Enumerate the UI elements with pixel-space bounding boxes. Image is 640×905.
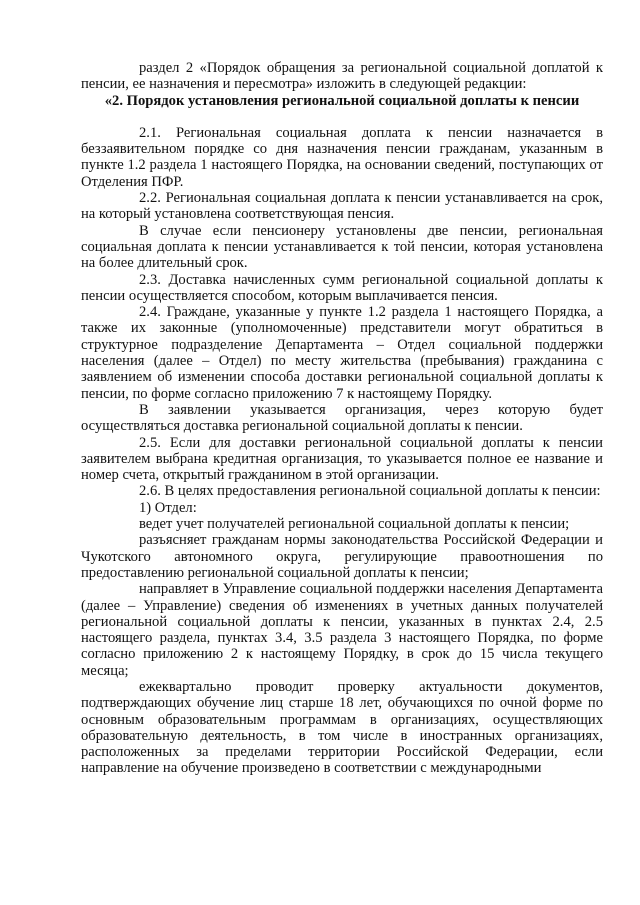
section-heading: «2. Порядок установления региональной социальной доплаты к пенсии bbox=[104, 92, 580, 109]
intro-paragraph: раздел 2 «Порядок обращения за региональной социальной доплатой к пенсии, ее назначения и пересмотра» изложить в следующей редакции: bbox=[81, 60, 603, 93]
paragraph-sends: направляет в Управление социальной поддержки населения Департамента (далее – Управление) сведения об изменениях в учетных данных получателей региональной социальной доплаты к пенсии, указанных в пунктах 2.4, 2.5 настоящего раздела, пунктах 3.4, 3.5 раздела 3 настоящего Порядка, по форме согласно приложению 2 к настоящему Порядку, в срок до 15 числа текущего месяца; bbox=[81, 581, 603, 679]
paragraph-2-3: 2.3. Доставка начисленных сумм региональной социальной доплаты к пенсии осуществляется способом, которым выплачивается пенсия. bbox=[81, 271, 603, 304]
paragraph-2-4: 2.4. Граждане, указанные у пункте 1.2 раздела 1 настоящего Порядка, а также их законные (уполномоченные) представители могут обратиться в структурное подразделение Департамента – Отдел социальной поддержки населения (далее – Отдел) по месту жительства (пребывания) гражданина с заявлением об изменении способа доставки региональной социальной доплаты к пенсии, по форме согласно приложению 7 к настоящему Порядку. bbox=[81, 304, 603, 402]
paragraph-explains: разъясняет гражданам нормы законодательства Российской Федерации и Чукотского автономного округа, регулирующие правоотношения по предоставлению региональной социальной доплаты к пенсии; bbox=[81, 532, 603, 581]
paragraph-application: В заявлении указывается организация, через которую будет осуществляться доставка региональной социальной доплаты к пенсии. bbox=[81, 401, 603, 435]
paragraph-2-2: 2.2. Региональная социальная доплата к пенсии устанавливается на срок, на который установлена соответствующая пенсия. bbox=[81, 190, 603, 223]
paragraph-2-1: 2.1. Региональная социальная доплата к пенсии назначается в беззаявительном порядке со дня назначения пенсии гражданам, указанным в пункте 1.2 раздела 1 настоящего Порядка, на основании сведений, поступающих от Отделения ПФР. bbox=[81, 124, 603, 190]
paragraph-2-6: 2.6. В целях предоставления региональной социальной доплаты к пенсии: bbox=[139, 483, 601, 500]
document-body bbox=[81, 60, 603, 777]
paragraph-department: 1) Отдел: bbox=[139, 499, 197, 516]
paragraph-two-pensions: В случае если пенсионеру установлены две пенсии, региональная социальная доплата к пенсии устанавливается к той пенсии, которая установлена на более длительный срок. bbox=[81, 222, 603, 272]
paragraph-records: ведет учет получателей региональной социальной доплаты к пенсии; bbox=[139, 516, 570, 533]
paragraph-2-5: 2.5. Если для доставки региональной социальной доплаты к пенсии заявителем выбрана кредитная организация, то указывается полное ее название и номер счета, открытый гражданином в этой организации. bbox=[81, 434, 603, 484]
paragraph-quarterly: ежеквартально проводит проверку актуальности документов, подтверждающих обучение лиц старше 18 лет, обучающихся по очной форме по основным образовательным программам в организациях, осуществляющих образовательную деятельность, в том числе в иностранных организациях, расположенных за пределами территории Российской Федерации, если направление на обучение произведено в соответствии с международными bbox=[81, 678, 603, 777]
